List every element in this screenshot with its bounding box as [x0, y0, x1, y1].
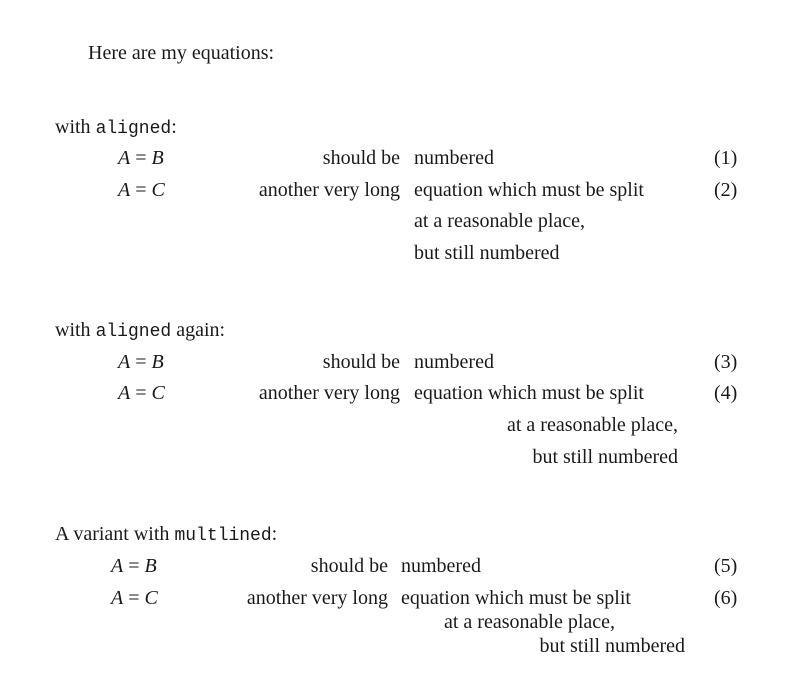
section-heading	[55, 115, 177, 141]
equation-continuation: but still numbered	[414, 242, 560, 264]
equation-right-text: numbered	[414, 147, 494, 169]
equation-number: (2)	[714, 179, 738, 201]
equals: =	[135, 382, 147, 404]
var: A	[118, 351, 131, 373]
equation-right-text: numbered	[414, 351, 494, 373]
var: B	[151, 351, 164, 373]
equation-left-text: should be	[322, 147, 400, 169]
var: C	[151, 179, 165, 201]
heading-text: with	[55, 319, 96, 341]
var: C	[151, 382, 165, 404]
equation-left-text: should be	[322, 351, 400, 373]
equation-lhs	[111, 586, 158, 610]
equation-lhs	[118, 350, 164, 374]
heading-text: with	[55, 116, 96, 138]
equation-left-text: another very long	[246, 587, 388, 609]
heading-code: aligned	[95, 119, 172, 139]
heading-text: :	[271, 523, 278, 545]
var: B	[151, 147, 164, 169]
equation-continuation: but still numbered	[539, 635, 685, 657]
var: B	[144, 555, 157, 577]
equals: =	[135, 351, 147, 373]
equation-right-text: equation which must be split	[401, 587, 631, 609]
var: A	[111, 555, 124, 577]
equation-number: (3)	[714, 351, 738, 373]
equation-lhs	[118, 381, 165, 405]
equals: =	[135, 147, 147, 169]
var: A	[118, 147, 131, 169]
equation-number: (1)	[714, 147, 738, 169]
section-heading	[55, 318, 225, 344]
equation-left-text: another very long	[258, 382, 400, 404]
equation-continuation: but still numbered	[532, 446, 678, 468]
section-heading	[55, 522, 277, 548]
equation-continuation: at a reasonable place,	[444, 611, 616, 633]
equation-number: (5)	[714, 555, 738, 577]
heading-text: A variant with	[55, 523, 175, 545]
equals: =	[128, 587, 140, 609]
equation-continuation: at a reasonable place,	[506, 414, 678, 436]
var: A	[111, 587, 124, 609]
var: C	[144, 587, 158, 609]
equation-right-text: equation which must be split	[414, 179, 644, 201]
equals: =	[135, 179, 147, 201]
heading-code: multlined	[174, 526, 272, 546]
heading-text: :	[171, 116, 177, 138]
intro-text: Here are my equations:	[88, 42, 275, 64]
equation-number: (6)	[714, 587, 738, 609]
equals: =	[128, 555, 140, 577]
equation-left-text: should be	[310, 555, 388, 577]
equation-lhs	[111, 554, 157, 578]
var: A	[118, 382, 131, 404]
heading-code: aligned	[95, 322, 172, 342]
equation-right-text: numbered	[401, 555, 481, 577]
heading-text: again:	[171, 319, 226, 341]
equation-lhs	[118, 146, 164, 170]
var: A	[118, 179, 131, 201]
equation-right-text: equation which must be split	[414, 382, 644, 404]
equation-left-text: another very long	[258, 179, 400, 201]
equation-number: (4)	[714, 382, 738, 404]
equation-continuation: at a reasonable place,	[414, 210, 586, 232]
equation-lhs	[118, 178, 165, 202]
